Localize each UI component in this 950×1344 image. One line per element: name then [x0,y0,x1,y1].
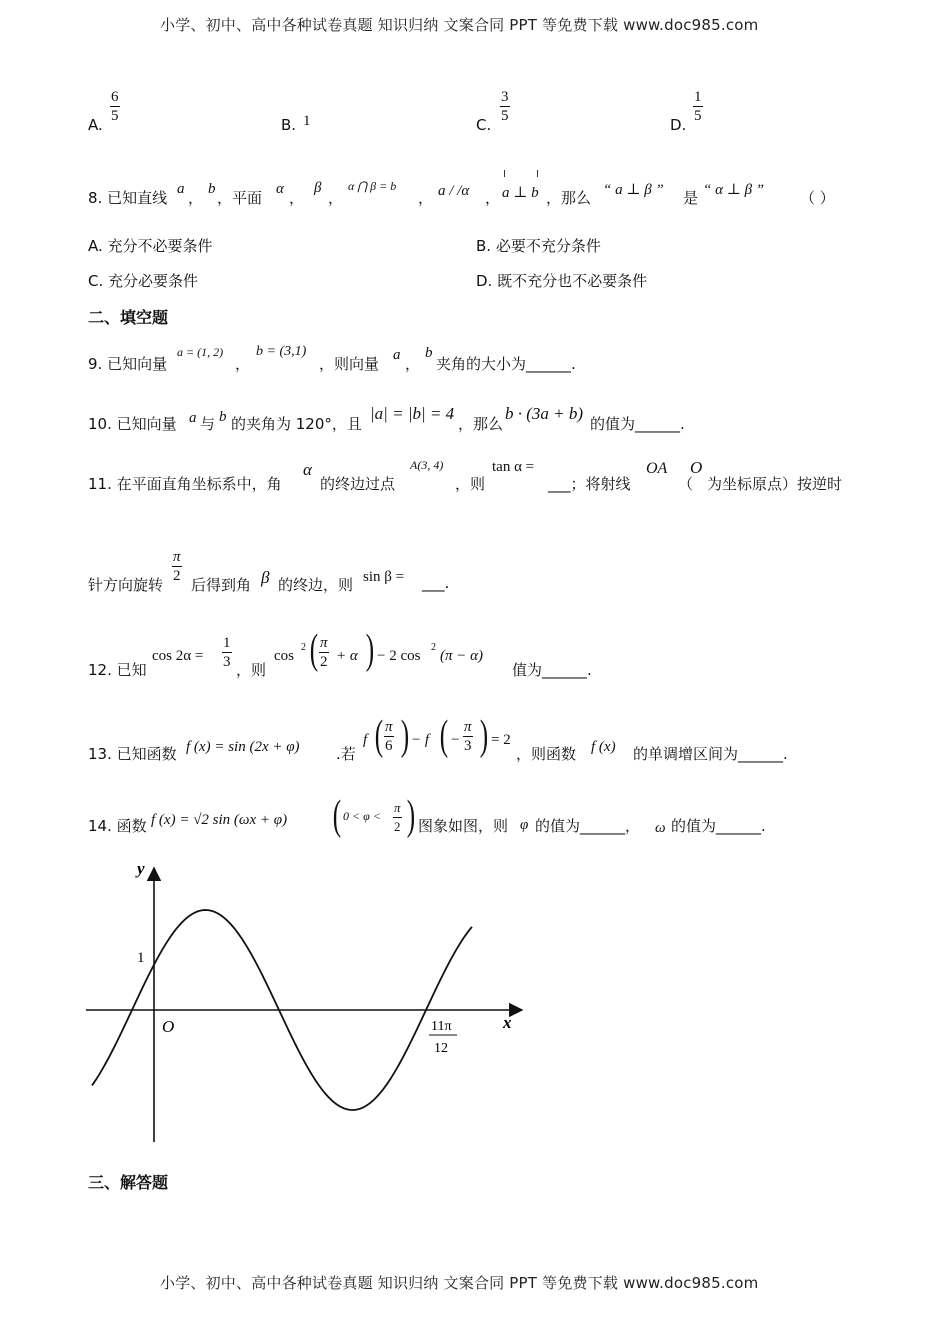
page-footer: 小学、初中、高中各种试卷真题 知识归纳 文案合同 PPT 等免费下载 www.doc985.com [160,1274,759,1292]
q13-mid: ，则函数 [516,745,577,763]
q13-pi3-den: 3 [464,738,472,754]
q13-pi6-den: 6 [385,738,393,754]
q13-neg-sign: − [451,732,460,748]
q14-paren-right: ) [406,793,416,839]
q11-prefix: 11. 在平面直角坐标系中，角 [88,475,282,493]
q8-option-d: D. 既不充分也不必要条件 [476,272,648,290]
q10-then: ，那么 [458,415,504,433]
q14-mid-2: 的值为______， [535,817,641,835]
q11-ray: OA [646,460,668,477]
q14-condition: 0 < φ < [343,809,381,823]
q9-a: a [393,347,401,363]
q13-equals: = 2 [491,732,511,748]
q12-minus-cos: − 2 cos [377,648,421,664]
q12-paren-right: ) [365,627,375,673]
q12-then: ，则 [236,661,267,679]
q10-angle: 的夹角为 120°，且 [231,415,362,433]
q10-with: 与 [200,415,216,433]
origin-label: O [162,1017,175,1036]
q11-sin: sin β = [363,569,405,585]
q8-line-b: b [208,181,216,197]
q14-cond-num: π [393,799,402,818]
q8-beta: β [314,180,322,196]
q13-paren-2-right: ) [479,713,489,759]
q8-perp-ab: a ⊥ b [502,185,539,201]
q10-suffix: 的值为______. [590,415,685,433]
q14-prefix: 14. 函数 [88,817,147,835]
q8-option-a: A. 充分不必要条件 [88,237,213,255]
q11-beta: β [261,568,270,587]
q11-rotation-fraction [172,548,182,585]
q13-pi3-num: π [464,719,472,735]
q12-prefix: 12. 已知 [88,661,147,679]
q11-rotation-num: π [173,549,181,565]
q14-phi: φ [520,817,529,833]
q9-vector-a: a = (1, 2) [177,345,224,359]
q11-tan: tan α = [492,459,535,475]
vector-arrow-icon [537,170,538,177]
q9-prefix: 9. 已知向量 [88,355,168,373]
q12-given-fraction [222,634,232,671]
q12-suffix: 值为______. [512,661,592,679]
q8-comma-5: ， [485,189,501,207]
q13-function: f (x) = sin (2x + φ) [186,739,300,755]
q8-parallel: a / /α [438,183,470,199]
q10-norm-expression: |a| = |b| = 4 [370,404,455,423]
q12-plus-alpha: + α [336,648,358,664]
q8-answer-paren: （ ） [800,189,835,207]
y-axis-label: y [137,859,145,878]
q12-pi-den: 2 [320,654,328,670]
q7-a-label: A. [88,116,103,134]
q10-dot-expression: b · (3a + b) [505,404,584,423]
q12-paren-left: ( [309,627,319,673]
q8-is: 是 [683,189,699,207]
q11-line2-suffix: ___. [422,574,450,592]
q8-comma-2: ， [289,189,305,207]
vector-arrow-icon [504,170,505,177]
q8-condition-2: “ α ⊥ β ” [703,182,765,198]
q7-a-den: 5 [111,108,119,124]
q14-cond-den: 2 [394,819,401,834]
q8-comma-1: ， [188,189,204,207]
q12-pi-num: π [320,635,328,651]
q12-cos: cos [274,648,294,664]
q11-mid-2: ，则 [455,475,486,493]
q12-pi-fraction [319,634,329,671]
q13-minus-f: − f [411,732,430,748]
q14-paren-left: ( [332,793,342,839]
q7-b-label: B. [281,116,297,134]
q7-a-fraction [110,88,120,125]
q11-paren-open: （ [678,475,694,493]
q11-line2-prefix: 针方向旋转 [88,576,164,594]
q8-option-c: C. 充分必要条件 [88,272,199,290]
q13-paren-1-right: ) [400,713,410,759]
q13-pi3-fraction [463,718,473,755]
q14-suffix: 的值为______. [671,817,766,835]
q7-c-num: 3 [501,89,509,105]
x-axis-label: x [503,1013,512,1032]
q11-point: A(3, 4) [410,458,444,472]
q12-cos-sup: 2 [301,642,306,653]
q8-then: ，那么 [546,189,592,207]
q7-b-value: 1 [303,113,311,129]
page-header: 小学、初中、高中各种试卷真题 知识归纳 文案合同 PPT 等免费下载 www.doc985.com [160,16,759,34]
q7-c-label: C. [476,116,492,134]
q13-if: .若 [336,745,356,763]
q12-given-num: 1 [223,635,231,651]
q14-condition-fraction [393,799,402,836]
q10-prefix: 10. 已知向量 [88,415,177,433]
q9-comma-2: ， [405,355,421,373]
q13-fx: f (x) [591,739,616,755]
q12-pi-minus-alpha: (π − α) [440,648,484,664]
q7-d-fraction [693,88,703,125]
q8-comma-3: ， [328,189,344,207]
q13-prefix: 13. 已知函数 [88,745,177,763]
q9-comma: ， [235,355,251,373]
q8-prefix: 8. 已知直线 [88,189,168,207]
q8-condition-1: “ a ⊥ β ” [603,182,664,198]
q8-intersection: α ⋂ β = b [348,179,397,193]
q11-origin: O [690,458,703,477]
q14-mid: 图象如图，则 [418,817,509,835]
x-tick-denominator: 12 [434,1041,448,1056]
q8-alpha: α [276,181,284,197]
q10-b: b [219,409,227,425]
q7-a-num: 6 [111,89,119,105]
q7-c-den: 5 [501,108,509,124]
q12-given-den: 3 [223,654,231,670]
q13-pi6-fraction [384,718,394,755]
q11-alpha: α [303,460,312,479]
q7-d-den: 5 [694,108,702,124]
q11-line2-mid-2: 的终边，则 [278,576,354,594]
q11-blank: ___；将射线 [548,475,631,493]
q13-paren-2-left: ( [439,713,449,759]
q13-pi6-num: π [385,719,393,735]
y-tick-label: 1 [137,950,145,966]
section-2-title: 二、填空题 [88,308,169,327]
q13-paren-1-left: ( [374,713,384,759]
q7-d-label: D. [670,116,687,134]
section-3-title: 三、解答题 [88,1173,169,1192]
q13-f1: f [363,732,368,748]
q11-rotation-den: 2 [173,568,181,584]
q9-mid: ，则向量 [319,355,380,373]
q7-c-fraction [500,88,510,125]
x-tick-numerator: 11π [431,1019,452,1034]
q8-comma-4: ， [418,189,434,207]
q10-a: a [189,410,197,426]
q9-vector-b: b = (3,1) [256,344,307,359]
q11-mid-3: 为坐标原点）按逆时 [707,475,843,493]
q12-given: cos 2α = [152,648,204,664]
q8-line-a: a [177,181,185,197]
q14-function: f (x) = √2 sin (ωx + φ) [151,812,288,828]
q13-suffix: 的单调增区间为______. [633,745,788,763]
q12-cos-sup-2: 2 [431,642,436,653]
q11-mid-1: 的终边过点 [320,475,396,493]
q7-d-num: 1 [694,89,702,105]
q11-line2-mid: 后得到角 [191,576,252,594]
sine-graph [80,850,540,1150]
q9-b: b [425,345,433,361]
q9-suffix: 夹角的大小为______. [436,355,576,373]
q8-plane-text: ，平面 [217,189,263,207]
q8-option-b: B. 必要不充分条件 [476,237,601,255]
q14-omega: ω [655,820,666,836]
